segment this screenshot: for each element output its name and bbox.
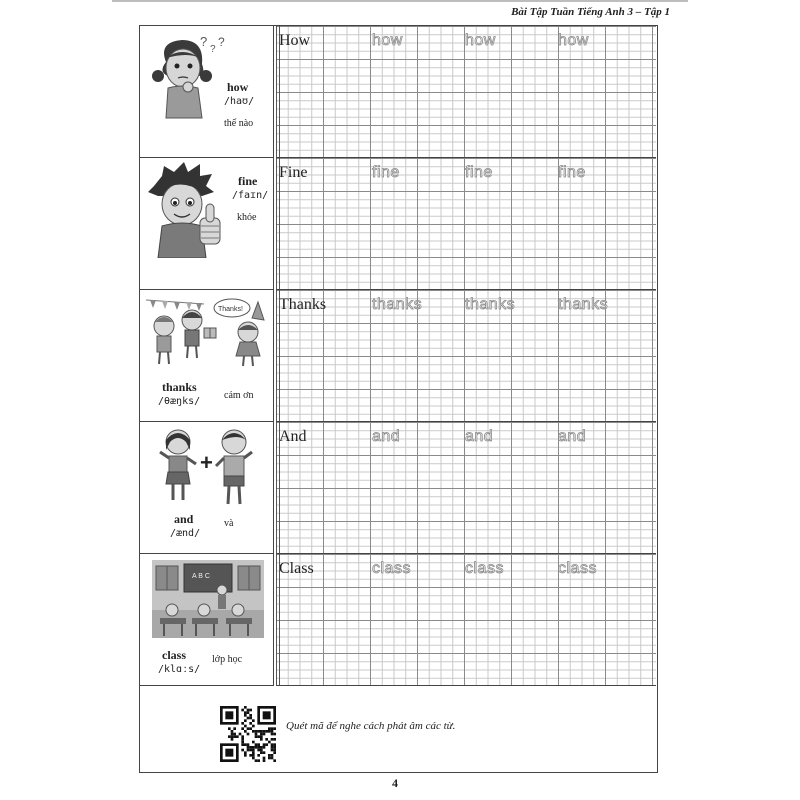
vocab-ipa: /faɪn/ — [232, 190, 269, 201]
model-word: And — [279, 428, 307, 445]
picture-cell — [140, 26, 274, 158]
vocab-ipa: /θæŋks/ — [158, 396, 201, 407]
plus-icon: + — [200, 450, 213, 475]
vocab-ipa: /haʊ/ — [224, 96, 255, 107]
trace-word-3: class — [558, 560, 597, 577]
model-word: Class — [279, 560, 314, 577]
writing-grid[interactable] — [276, 26, 656, 158]
girl-plus-boy-illustration — [152, 426, 264, 510]
vocab-ipa: /klɑːs/ — [158, 664, 201, 675]
svg-text:?: ? — [210, 44, 216, 55]
vocab-meaning: cảm ơn — [224, 390, 254, 401]
picture-cell — [140, 554, 274, 686]
model-word: Fine — [279, 164, 308, 181]
vocab-word: thanks — [162, 380, 197, 394]
trace-word-1: thanks — [372, 296, 423, 313]
trace-word-2: how — [465, 32, 496, 49]
qr-code-icon[interactable] — [220, 706, 276, 762]
speech-bubble-text: Thanks! — [218, 306, 243, 313]
boy-thumbs-up-illustration — [144, 162, 234, 258]
vocab-meaning: và — [224, 518, 234, 529]
vocab-word: fine — [238, 174, 258, 188]
trace-word-1: fine — [372, 164, 400, 181]
page-header-title: Bài Tập Tuần Tiếng Anh 3 – Tập 1 — [511, 6, 670, 18]
trace-word-3: and — [558, 428, 587, 445]
writing-grid[interactable] — [276, 422, 656, 554]
writing-grid[interactable] — [276, 290, 656, 422]
qr-footer-row — [140, 698, 656, 772]
vocab-row-how — [140, 26, 656, 158]
trace-word-3: how — [558, 32, 589, 49]
picture-cell — [140, 422, 274, 554]
trace-word-3: fine — [558, 164, 586, 181]
girl-thinking-illustration — [148, 32, 226, 122]
vocab-word: how — [227, 80, 249, 94]
vocab-row-and — [140, 422, 656, 554]
picture-cell — [140, 158, 274, 290]
writing-grid[interactable] — [276, 554, 656, 686]
model-word: Thanks — [279, 296, 327, 313]
svg-text:?: ? — [200, 34, 208, 49]
trace-word-2: fine — [465, 164, 493, 181]
qr-instruction-text: Quét mã để nghe cách phát âm các từ. — [286, 720, 456, 732]
vocab-row-thanks — [140, 290, 656, 422]
model-word: How — [279, 32, 311, 49]
vocab-ipa: /ænd/ — [170, 528, 201, 539]
trace-word-1: how — [372, 32, 403, 49]
trace-word-3: thanks — [558, 296, 609, 313]
kids-party-illustration — [144, 294, 270, 370]
trace-word-2: thanks — [465, 296, 516, 313]
writing-grid[interactable] — [276, 158, 656, 290]
trace-word-2: class — [465, 560, 504, 577]
vocab-word: class — [162, 648, 186, 662]
page-number: 4 — [392, 776, 398, 790]
vocab-row-fine — [140, 158, 656, 290]
trace-word-1: class — [372, 560, 411, 577]
page-top-line — [112, 0, 688, 2]
trace-word-2: and — [465, 428, 494, 445]
vocab-meaning: lớp học — [212, 654, 243, 665]
blackboard-text: A B C — [192, 573, 210, 580]
vocab-word: and — [174, 512, 194, 526]
vocab-meaning: thế nào — [224, 118, 254, 129]
trace-word-1: and — [372, 428, 401, 445]
picture-cell — [140, 290, 274, 422]
vocab-meaning: khỏe — [237, 212, 257, 223]
svg-text:?: ? — [218, 35, 225, 49]
vocab-row-class — [140, 554, 656, 686]
classroom-illustration — [152, 560, 264, 638]
worksheet — [139, 25, 658, 773]
